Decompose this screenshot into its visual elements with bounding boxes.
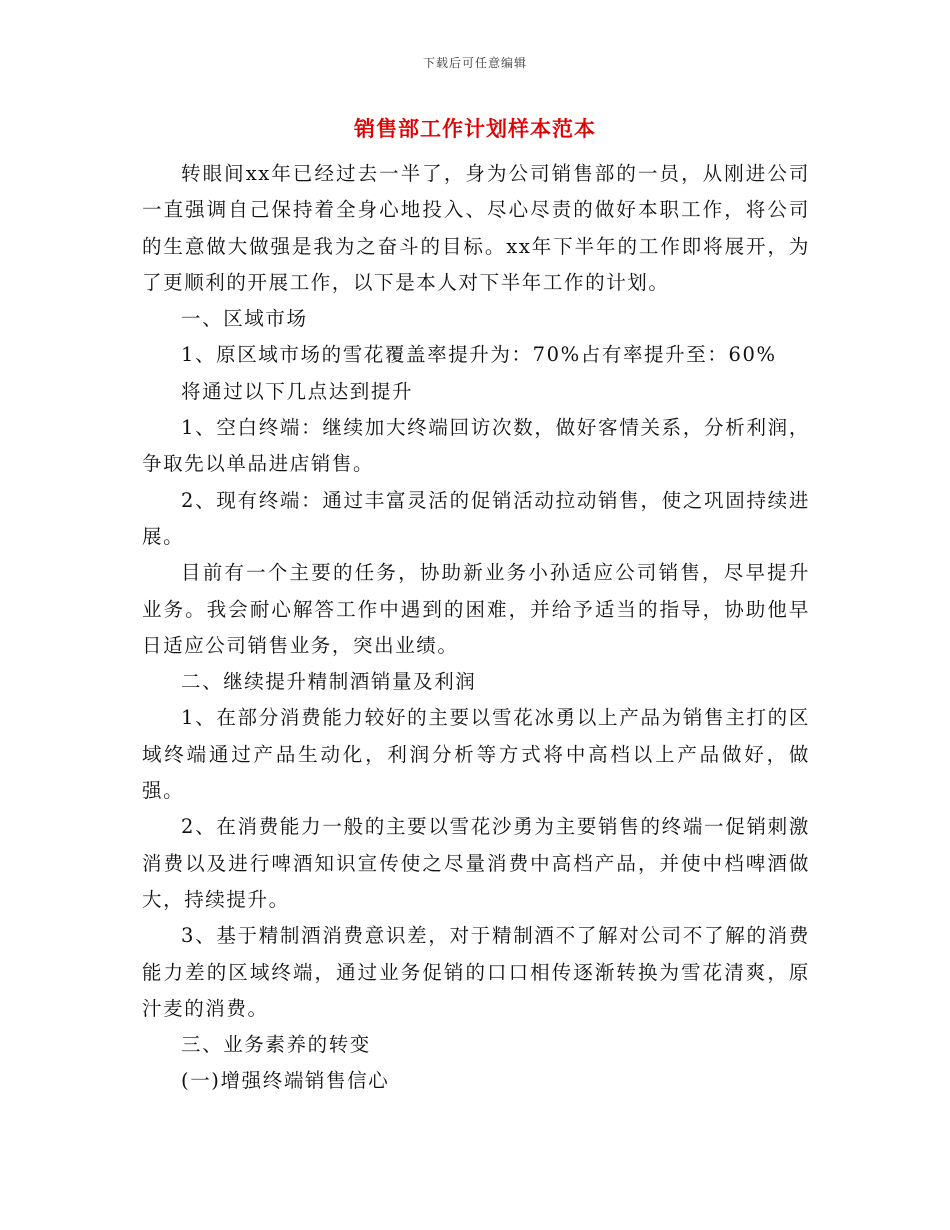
paragraph-intro: 转眼间xx年已经过去一半了，身为公司销售部的一员，从刚进公司一直强调自己保持着全身心地投入、尽心尽责的做好本职工作，将公司的生意做大做强是我为之奋斗的目标。xx年下半年的工作即将展开，为了更顺利的开展工作，以下是本人对下半年工作的计划。 bbox=[142, 162, 810, 294]
document-body bbox=[142, 156, 810, 1100]
section-heading-3: 三、业务素养的转变 bbox=[181, 1033, 371, 1057]
paragraph: 将通过以下几点达到提升 bbox=[181, 379, 414, 403]
section-heading-2: 二、继续提升精制酒销量及利润 bbox=[181, 670, 477, 694]
paragraph: 目前有一个主要的任务，协助新业务小孙适应公司销售，尽早提升业务。我会耐心解答工作中遇到的困难，并给予适当的指导，协助他早日适应公司销售业务，突出业绩。 bbox=[142, 561, 810, 657]
document-title: 销售部工作计划样本范本 bbox=[354, 116, 596, 141]
section-heading-1: 一、区域市场 bbox=[181, 307, 308, 331]
paragraph: 3、基于精制酒消费意识差，对于精制酒不了解对公司不了解的消费能力差的区域终端，通过业务促销的口口相传逐渐转换为雪花清爽，原汁麦的消费。 bbox=[142, 924, 810, 1020]
header-note: 下载后可任意编辑 bbox=[422, 56, 527, 70]
paragraph: 2、现有终端：通过丰富灵活的促销活动拉动销售，使之巩固持续进展。 bbox=[142, 488, 810, 548]
paragraph: 2、在消费能力一般的主要以雪花沙勇为主要销售的终端一促销刺激消费以及进行啤酒知识宣传使之尽量消费中高档产品，并使中档啤酒做大，持续提升。 bbox=[142, 815, 810, 911]
sub-heading: (一)增强终端销售信心 bbox=[181, 1069, 390, 1093]
paragraph: 1、空白终端：继续加大终端回访次数，做好客情关系，分析利润，争取先以单品进店销售。 bbox=[142, 416, 810, 476]
paragraph: 1、在部分消费能力较好的主要以雪花冰勇以上产品为销售主打的区域终端通过产品生动化，利润分析等方式将中高档以上产品做好，做强。 bbox=[142, 706, 810, 803]
paragraph: 1、原区域市场的雪花覆盖率提升为：70%占有率提升至：60% bbox=[181, 343, 777, 367]
